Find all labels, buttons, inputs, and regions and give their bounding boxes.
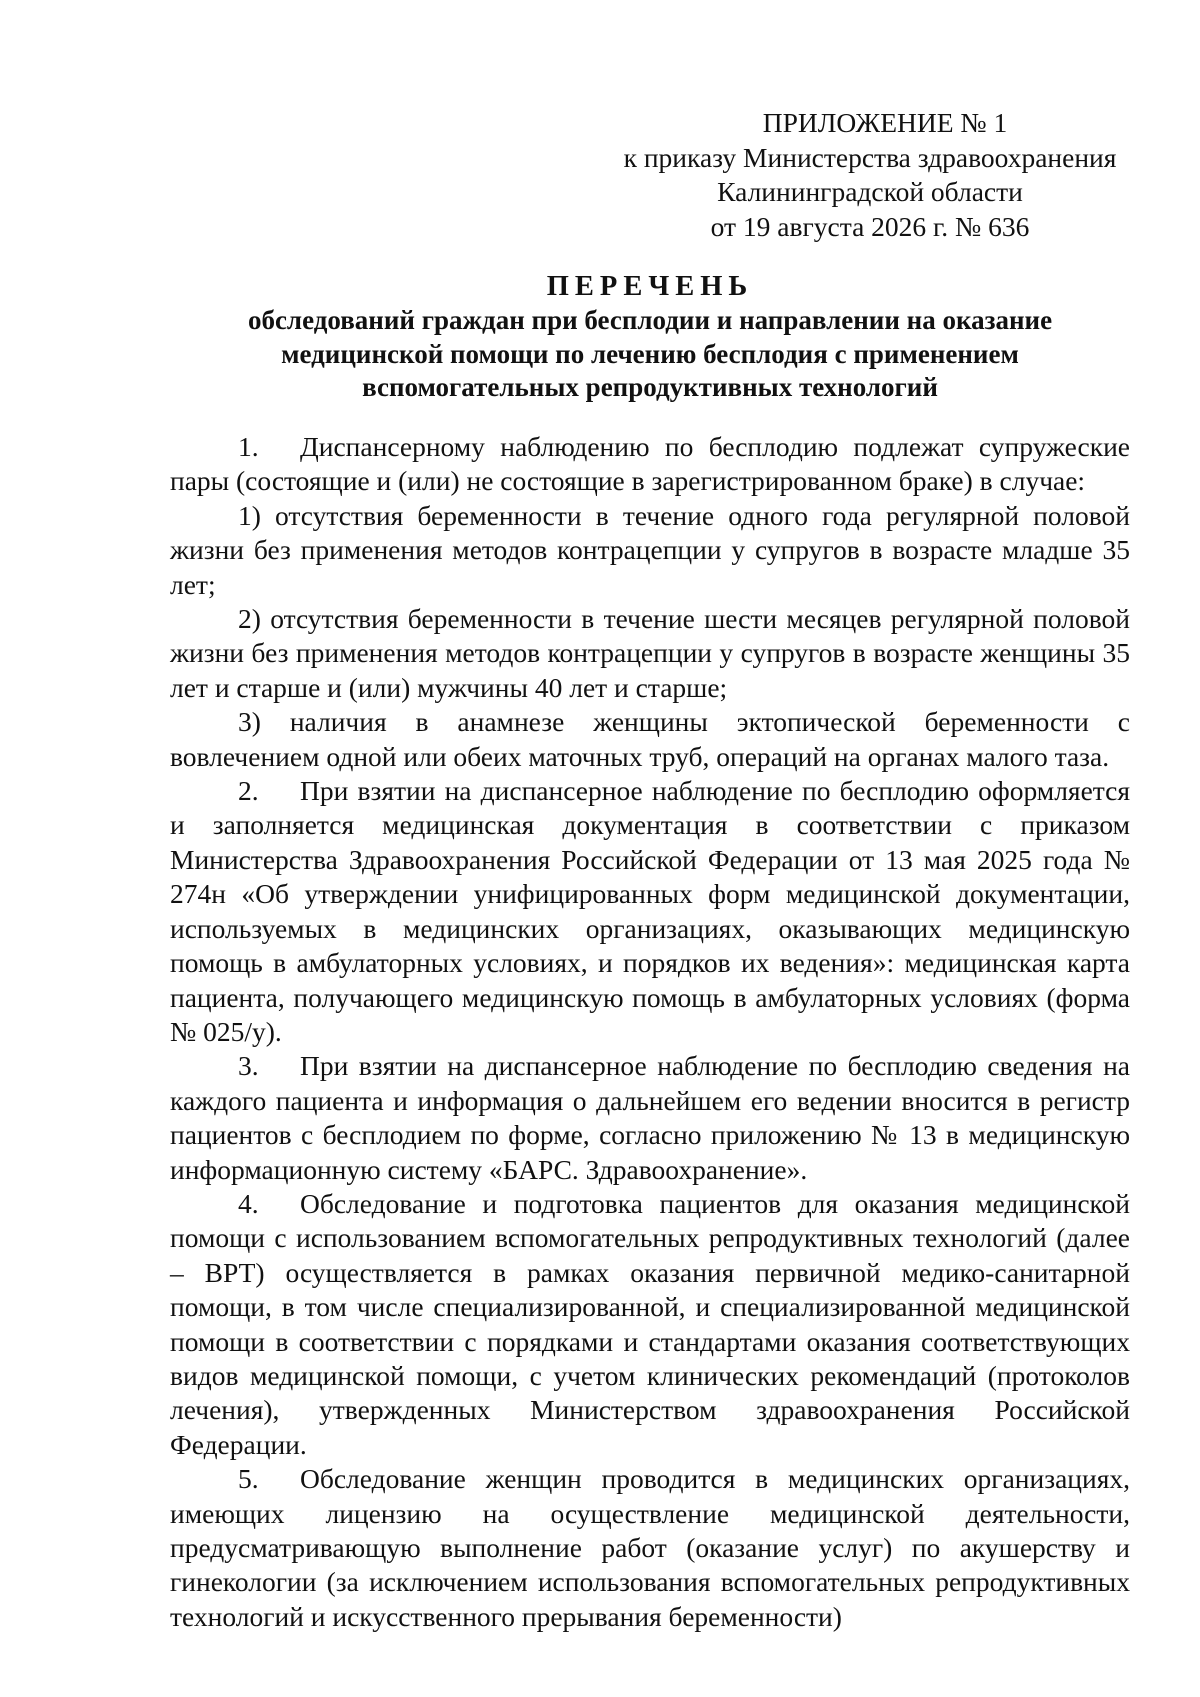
subtitle-line: медицинской помощи по лечению бесплодия с применением — [281, 338, 1019, 369]
paragraph — [170, 705, 1130, 774]
document-title: ПЕРЕЧЕНЬ — [546, 271, 754, 302]
paragraph — [170, 1187, 1130, 1462]
document-subtitle — [170, 304, 1130, 405]
paragraph-number: 1. — [238, 431, 259, 462]
paragraph — [170, 430, 1130, 499]
paragraph-number: 4. — [238, 1187, 259, 1219]
paragraph-text: Диспансерному наблюдению по бесплодию подлежат супружеские пары (состоящие и (или) не состоящие в зарегистрированном браке) в случае: — [170, 431, 1130, 497]
paragraph — [170, 602, 1130, 705]
paragraph-text: Обследование и подготовка пациентов для оказания медицинской помощи с использованием вспомогательных репродуктивных технологий (далее – ВРТ) осуществляется в рамках оказания первичной медико-санитарной помощи, в том числе специализированной, и специализированной медицинской помощи в соответствии с порядками и стандартами оказания соответствующих видов медицинской помощи, с учетом клинических рекомендаций (протоколов лечения), утвержденных Министерством здравоохранения Российской Федерации. — [170, 1187, 1130, 1460]
order-date: от 19 августа 2026 г. № 636 — [710, 210, 1030, 242]
paragraph-text: 2) отсутствия беременности в течение шести месяцев регулярной половой жизни без применения методов контрацепции у супругов в возрасте женщины 35 лет и старше и (или) мужчины 40 лет и старше; — [170, 603, 1130, 703]
document-body — [170, 430, 1130, 1634]
paragraph-number: 5. — [238, 1463, 259, 1495]
appendix-header — [600, 106, 1140, 244]
subtitle-line: обследований граждан при бесплодии и направлении на оказание — [247, 305, 1053, 335]
region-name: Калининградской области — [717, 176, 1023, 207]
paragraph-text: 3) наличия в анамнезе женщины эктопической беременности с вовлечением одной или обеих маточных труб, операций на органах малого таза. — [170, 706, 1130, 772]
paragraph — [170, 774, 1130, 1049]
paragraph-text: Обследование женщин проводится в медицинских организациях, имеющих лицензию на осуществление медицинской деятельности, предусматривающую выполнение работ (оказание услуг) по акушерству и гинекологии (за исключением использования вспомогательных репродуктивных технологий и искусственного прерывания беременности) — [170, 1463, 1130, 1632]
paragraph-text: При взятии на диспансерное наблюдение по бесплодию сведения на каждого пациента и информация о дальнейшем его ведении вносится в регистр пациентов с бесплодием по форме, согласно приложению № 13 в медицинскую информационную систему «БАРС. Здравоохранение». — [170, 1050, 1130, 1185]
appendix-number: ПРИЛОЖЕНИЕ № 1 — [762, 107, 1008, 138]
subtitle-line: вспомогательных репродуктивных технологий — [362, 372, 938, 402]
paragraph — [170, 1049, 1130, 1187]
paragraph-number: 2. — [238, 775, 259, 807]
paragraph-number: 3. — [238, 1050, 259, 1082]
paragraph — [170, 499, 1130, 602]
order-reference: к приказу Министерства здравоохранения — [623, 141, 1117, 173]
paragraph — [170, 1462, 1130, 1634]
paragraph-text: При взятии на диспансерное наблюдение по бесплодию оформляется и заполняется медицинская документация в соответствии с приказом Министерства Здравоохранения Российской Федерации от 13 мая 2025 года № 274н «Об утверждении унифицированных форм медицинской документации, используемых в медицинских организациях, оказывающих медицинскую помощь в амбулаторных условиях, и порядков их ведения»: медицинская карта пациента, получающего медицинскую помощь в амбулаторных условиях (форма № 025/у). — [170, 775, 1130, 1047]
paragraph-text: 1) отсутствия беременности в течение одного года регулярной половой жизни без применения методов контрацепции у супругов в возрасте младше 35 лет; — [170, 499, 1130, 600]
